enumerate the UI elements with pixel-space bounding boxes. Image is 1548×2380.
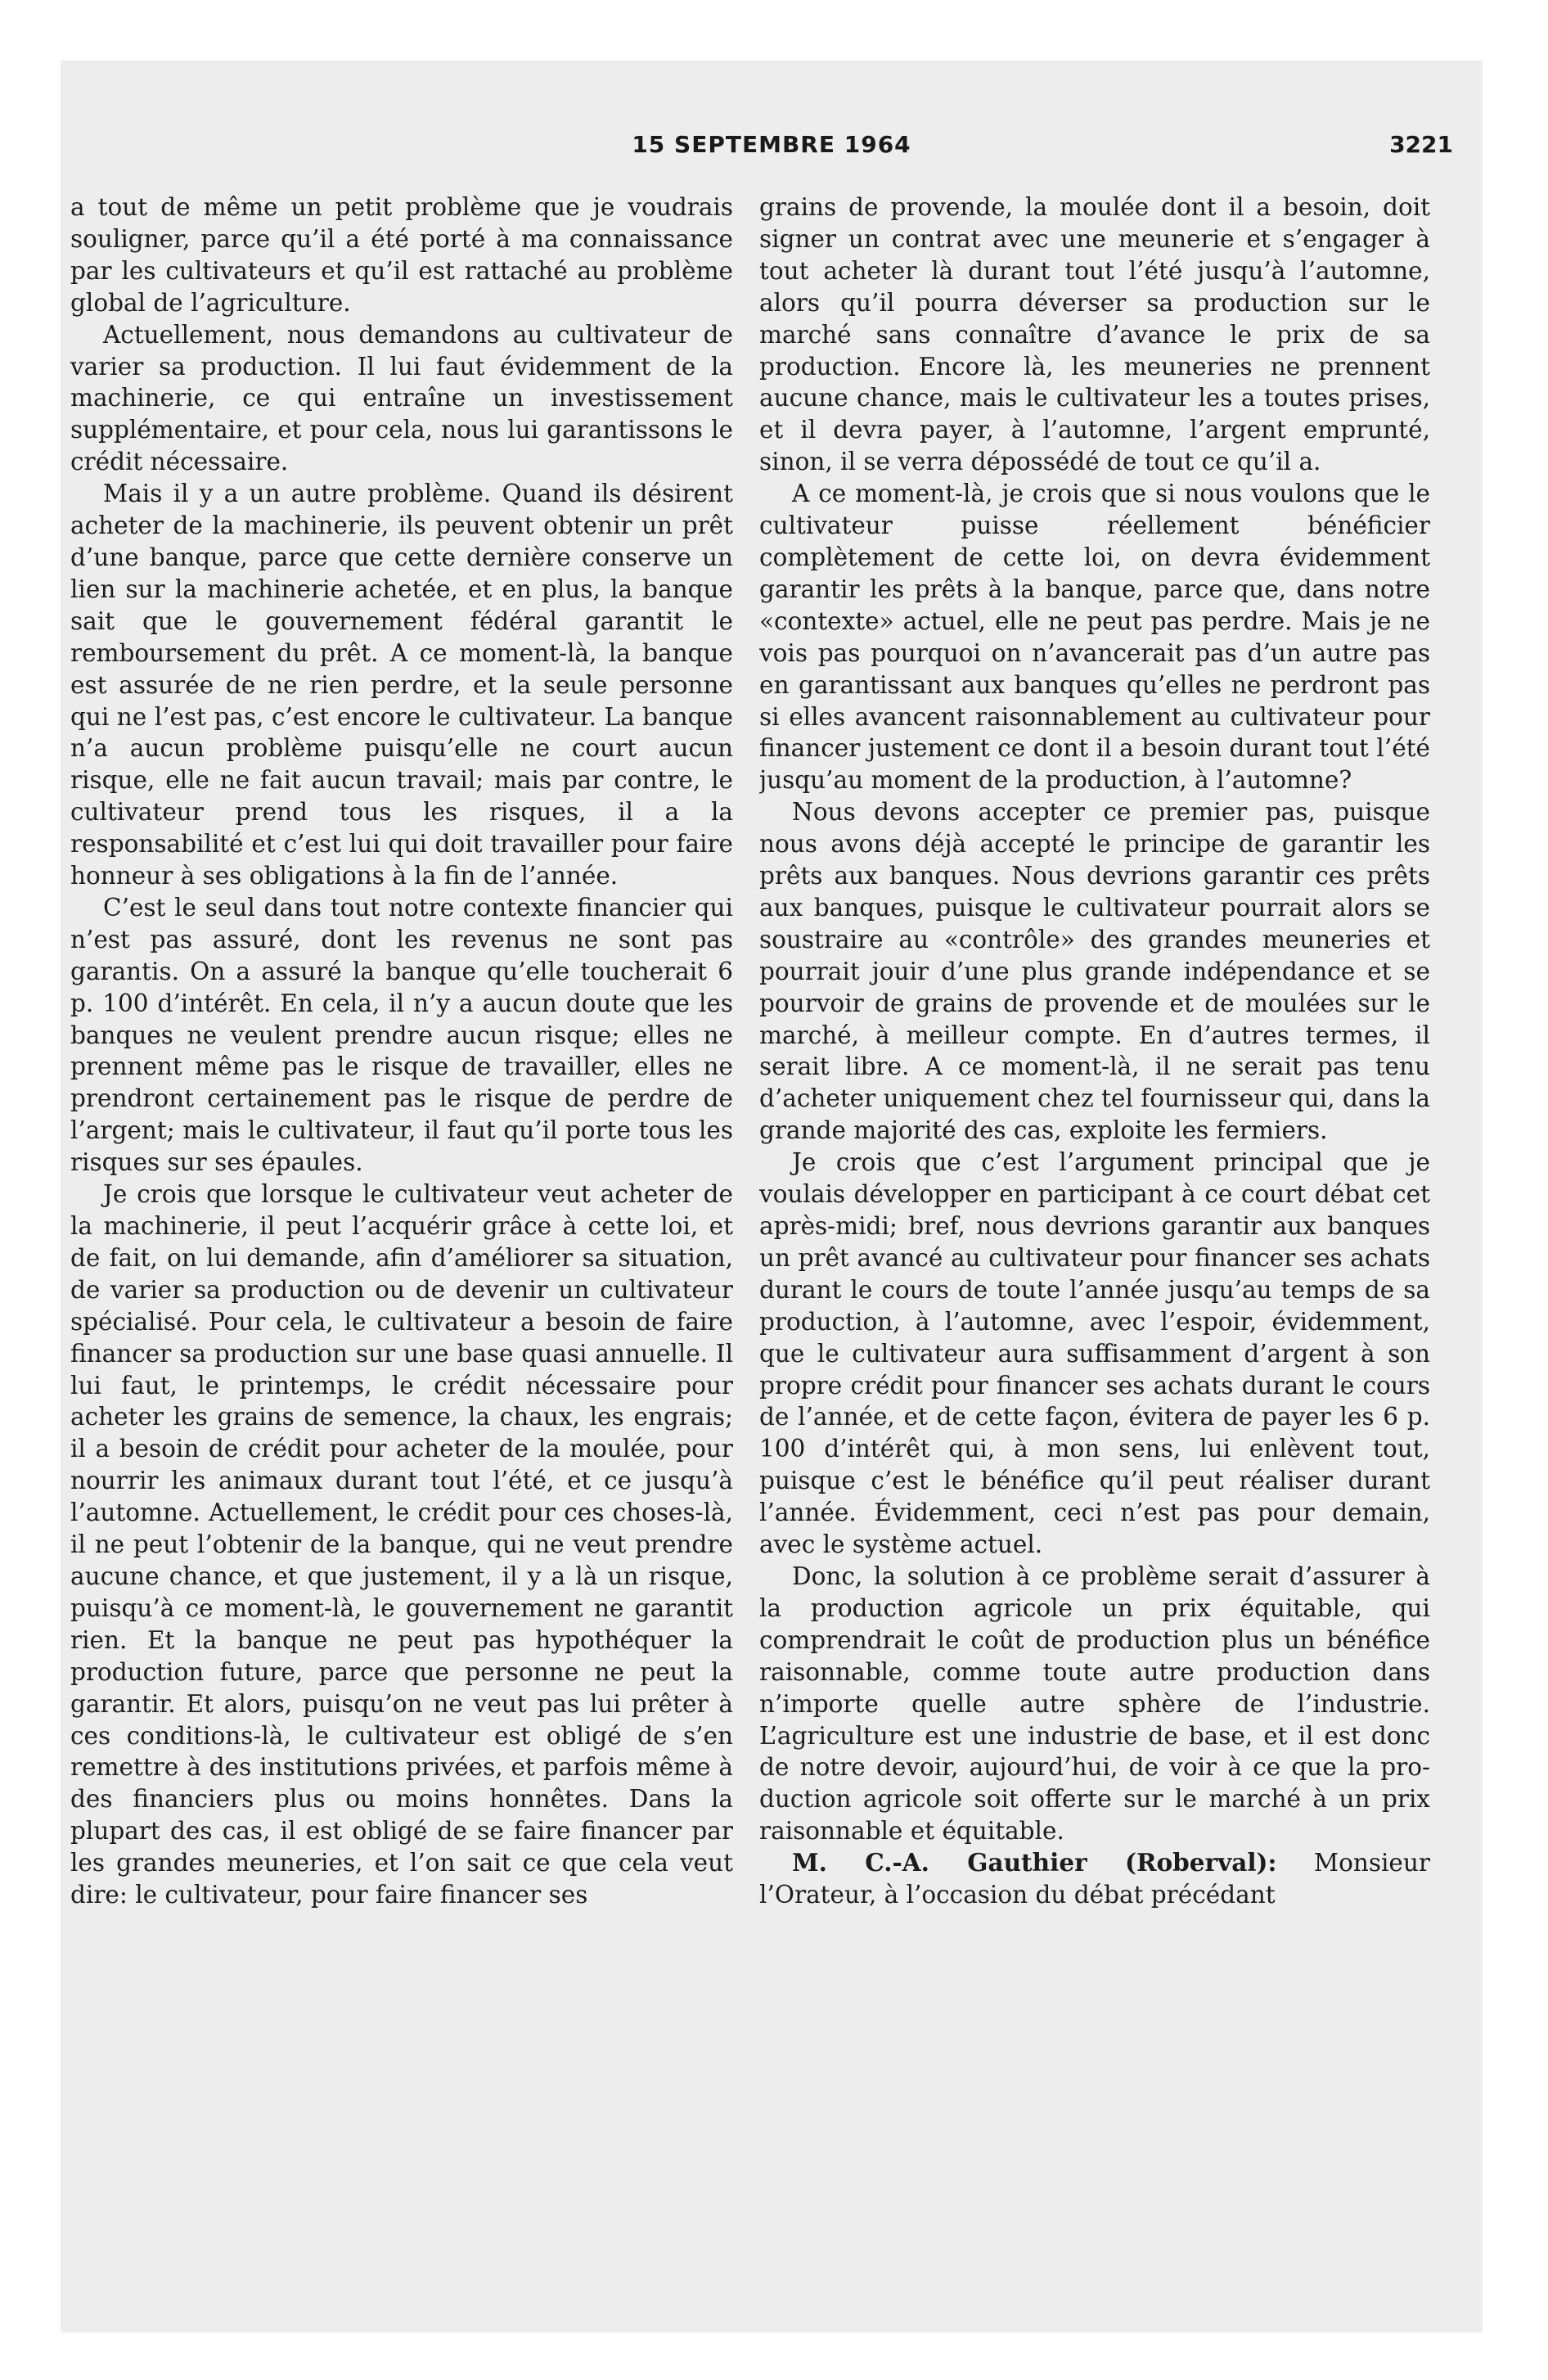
header-date: 15 SEPTEMBRE 1964 [632,131,911,158]
paragraph: Nous devons accepter ce premier pas, puisque nous avons déjà accepté le principe de garantir les prêts aux banques. Nous devrions garantir ces prêts aux banques, puisque le cultivateur pourrait alors se soustraire au «contrôle» des grandes meuneries et pourrait jouir d’une plus grande indépendance et se pourvoir de grains de provende et de moulées sur le marché, à meilleur compte. En d’autres termes, il serait libre. A ce moment-là, il ne serait pas tenu d’acheter uniquement chez tel fournisseur qui, dans la grande majorité des cas, exploite les fermiers. [759,798,1430,1145]
paragraph: Donc, la solution à ce problème serait d’assurer à la production agricole un prix équitable, qui comprendrait le coût de production plus un bénéfice raisonnable, comme toute autre production dans n’importe quelle autre sphère de l’industrie. L’agriculture est une industrie de base, et il est donc de notre devoir, aujourd’hui, de voir à ce que la production agricole soit offerte sur le marché à un prix raisonnable et équitable. [759,1562,1430,1846]
right-column [759,192,1430,2287]
left-column [70,192,733,2287]
paragraph: a tout de même un petit problème que je voudrais souligner, parce qu’il a été porté à ma connaissance par les cultivateurs et qu’il est rattaché au problème global de l’agriculture. [70,193,733,317]
speaker-text: Monsieur l’Orateur, à l’occasion du débat précédant [759,1849,1430,1909]
paragraph: C’est le seul dans tout notre contexte financier qui n’est pas assuré, dont les revenus ne sont pas garantis. On a assuré la banque qu’elle toucherait 6 p. 100 d’intérêt. En cela, il n’y a aucun doute que les banques ne veulent prendre aucun risque; elles ne prennent même pas le risque de travailler, elles ne prendront certainement pas le risque de perdre de l’argent; mais le cultivateur, il faut qu’il porte tous les risques sur ses épaules. [70,893,733,1177]
speaker-name: M. C.-A. Gauthier (Roberval): [792,1848,1277,1877]
paragraph: Actuellement, nous demandons au cultivateur de varier sa production. Il lui faut évidemment de la machinerie, ce qui entraîne un investissement supplémentaire, et pour cela, nous lui garantissons le crédit nécessaire. [70,320,733,476]
paragraph: Je crois que lorsque le cultivateur veut acheter de la machinerie, il peut l’acquérir grâce à cette loi, et de fait, on lui demande, afin d’améliorer sa situation, de varier sa production ou de devenir un cultivateur spécialisé. Pour cela, le cultivateur a besoin de faire financer sa production sur une base quasi annuelle. Il lui faut, le printemps, le crédit nécessaire pour acheter les grains de semence, la chaux, les engrais; il a besoin de crédit pour acheter de la moulée, pour nourrir les animaux durant tout l’été, et ce jusqu’à l’automne. Actuellement, le crédit pour ces choses-là, il ne peut l’obtenir de la banque, qui ne veut prendre aucune chance, et que justement, il y a là un risque, puisqu’à ce moment-là, le gouvernement ne garantit rien. Et la banque ne peut pas hypothéquer la production future, parce que personne ne peut la garantir. Et alors, puisqu’on ne veut pas lui prêter à ces conditions-là, le cultivateur est obligé de s’en remettre à des institutions privées, et parfois même à des financiers plus ou moins honnêtes. Dans la plupart des cas, il est obligé de se faire financer par les grandes meuneries, et l’on sait ce que cela veut dire: le cultivateur, pour faire financer ses [70,1180,733,1909]
page-number: 3221 [1389,131,1453,158]
paragraph: Mais il y a un autre problème. Quand ils désirent acheter de la machinerie, ils peuvent obtenir un prêt d’une banque, parce que cette dernière conserve un lien sur la machinerie achetée, et en plus, la banque sait que le gouvernement fédéral garantit le remboursement du prêt. A ce moment-là, la banque est assurée de ne rien perdre, et la seule personne qui ne l’est pas, c’est encore le cultivateur. La banque n’a aucun problème puisqu’elle ne court aucun risque, elle ne fait aucun travail; mais par contre, le cultivateur prend tous les risques, il a la responsabilité et c’est lui qui doit travailler pour faire honneur à ses obligations à la fin de l’année. [70,480,733,890]
paragraph: Je crois que c’est l’argument principal que je voulais développer en participant à ce court débat cet après-midi; bref, nous devrions garantir aux banques un prêt avancé au cultivateur pour financer ses achats durant le cours de toute l’année jusqu’au temps de sa production, à l’automne, avec l’espoir, évidemment, que le cultivateur aura suffisamment d’argent à son propre crédit pour financer ses achats durant le cours de l’année, et de cette façon, évitera de payer les 6 p. 100 d’intérêt qui, à mon sens, lui enlèvent tout, puisque c’est le bénéfice qu’il peut réaliser durant l’année. Évidemment, ceci n’est pas pour demain, avec le système actuel. [759,1148,1430,1559]
document-page [61,61,1483,2333]
page-header [61,131,1483,172]
paragraph: grains de provende, la moulée dont il a besoin, doit signer un contrat avec une meunerie et s’engager à tout acheter là durant tout l’été jusqu’à l’automne, alors qu’il pourra déverser sa production sur le marché sans connaître d’avance le prix de sa production. Encore là, les meuneries ne prennent aucune chance, mais le cultivateur les a toutes prises, et il devra payer, à l’automne, l’argent emprunté, sinon, il se verra dépossédé de tout ce qu’il a. [759,193,1430,476]
speaker-paragraph [759,1847,1430,1911]
paragraph: A ce moment-là, je crois que si nous voulons que le cultivateur puisse réellement bénéficier complètement de cette loi, on devra évidemment garantir les prêts à la banque, parce que, dans notre «contexte» actuel, elle ne peut pas perdre. Mais je ne vois pas pourquoi on n’avancerait pas d’un autre pas en garantissant aux banques qu’elles ne perdront pas si elles avancent raisonnablement au cultivateur pour financer justement ce dont il a besoin durant tout l’été jusqu’au moment de la production, à l’automne? [759,480,1430,795]
